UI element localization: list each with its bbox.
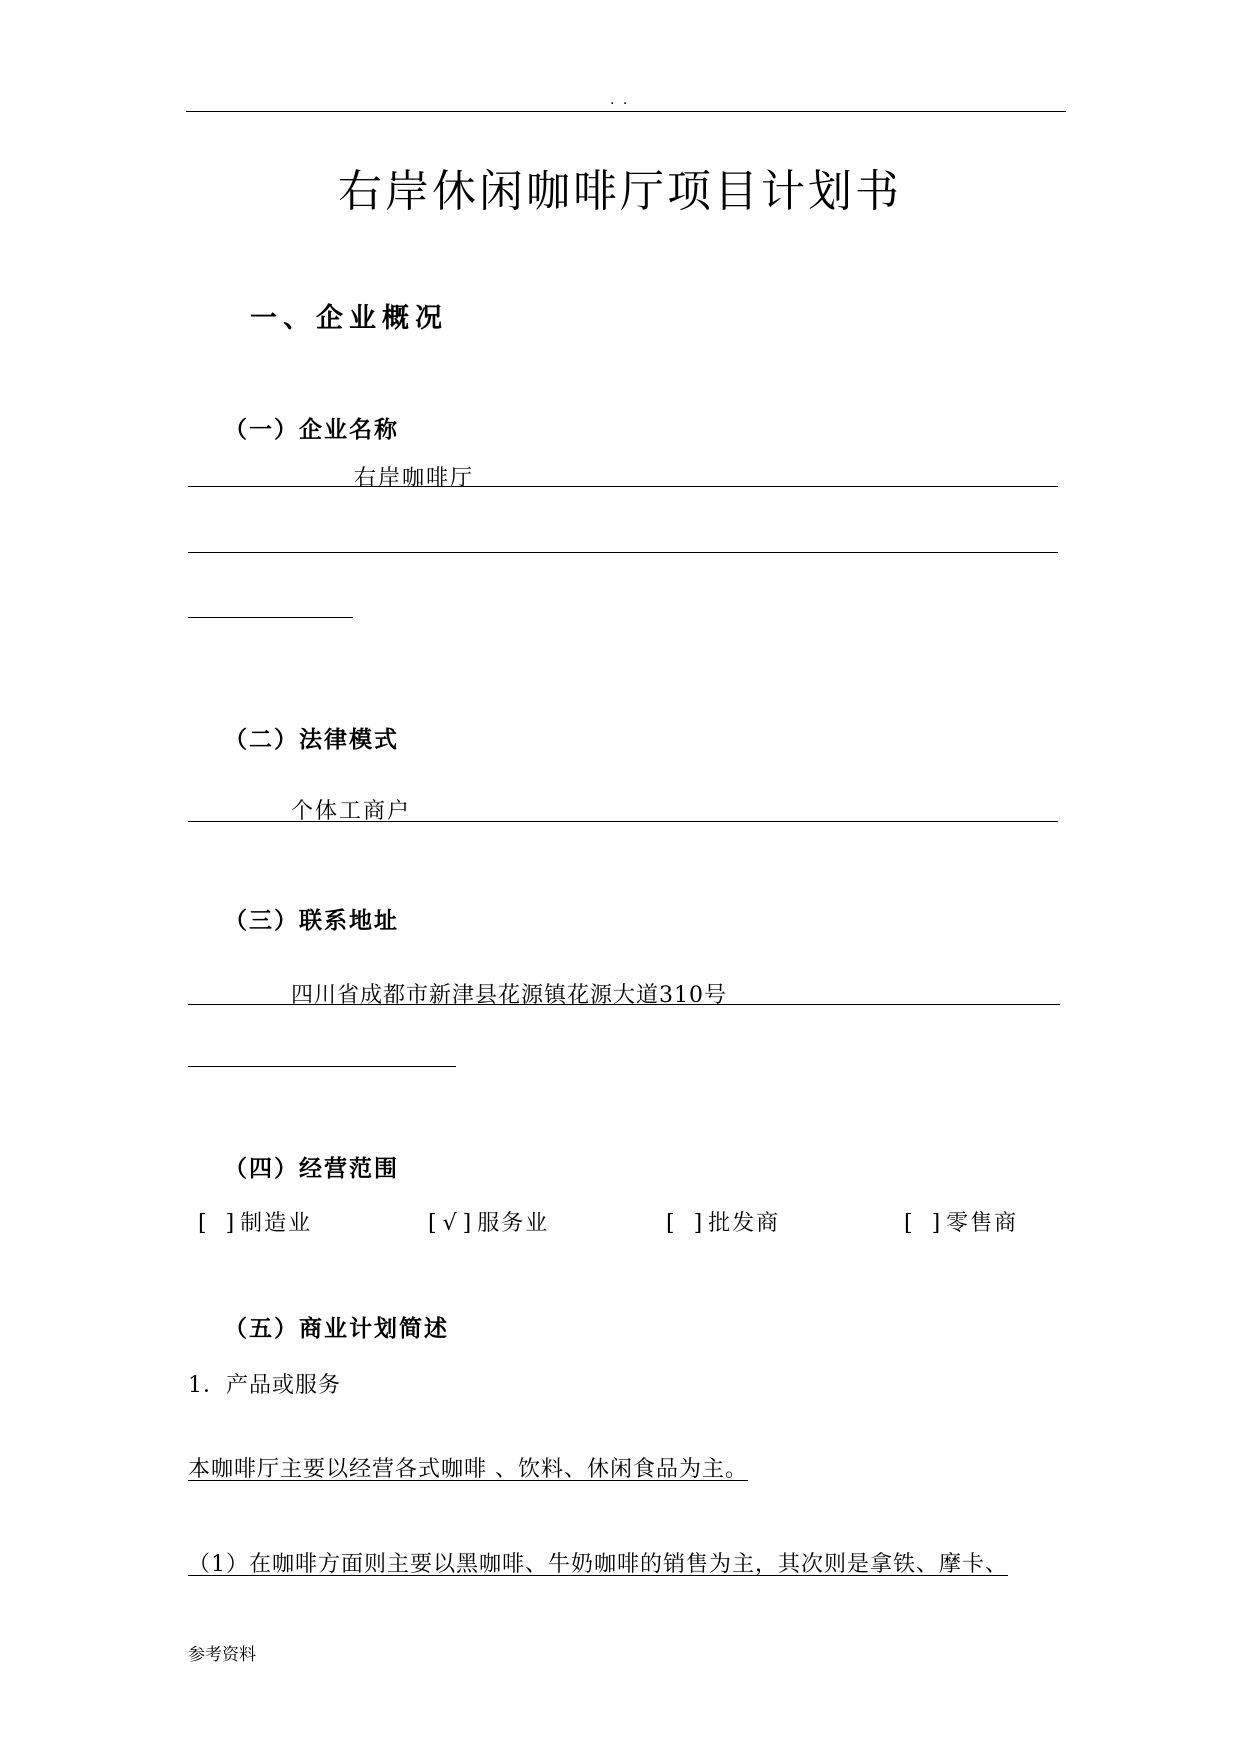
company-name-rule-2 bbox=[188, 552, 1058, 553]
subheading-business-scope: （四）经营范围 bbox=[224, 1155, 399, 1182]
header-dots: . . bbox=[610, 92, 630, 108]
scope-checkbox-service: [√] bbox=[428, 1211, 478, 1236]
subheading-address: （三）联系地址 bbox=[224, 907, 399, 934]
legal-form-value: 个体工商户 bbox=[291, 799, 412, 824]
address-rule-1 bbox=[188, 1004, 1060, 1005]
scope-option-wholesale bbox=[666, 1206, 780, 1237]
legal-form-rule bbox=[188, 821, 1058, 822]
scope-label-manufacturing: 制造业 bbox=[240, 1211, 313, 1236]
summary-paragraph-1: 本咖啡厅主要以经营各式咖啡 、饮料、休闲食品为主。 bbox=[188, 1457, 748, 1482]
address-rule-2 bbox=[188, 1066, 456, 1067]
section-heading-overview: 一、企业概况 bbox=[250, 303, 448, 334]
subheading-legal-form: （二）法律模式 bbox=[224, 726, 399, 753]
subheading-plan-summary: （五）商业计划简述 bbox=[224, 1315, 449, 1342]
scope-checkbox-retail: [ ] bbox=[904, 1211, 947, 1236]
scope-label-retail: 零售商 bbox=[946, 1211, 1019, 1236]
document-title: 右岸休闲咖啡厅项目计划书 bbox=[338, 166, 902, 217]
company-name-rule-3 bbox=[188, 617, 353, 618]
scope-label-service: 服务业 bbox=[477, 1211, 550, 1236]
address-value: 四川省成都市新津县花源镇花源大道310号 bbox=[291, 983, 727, 1008]
scope-checkbox-wholesale: [ ] bbox=[666, 1211, 709, 1236]
company-name-value: 右岸咖啡厅 bbox=[354, 466, 475, 491]
scope-option-service bbox=[428, 1206, 549, 1237]
scope-option-manufacturing bbox=[198, 1206, 312, 1237]
scope-checkbox-manufacturing: [ ] bbox=[198, 1211, 241, 1236]
header-rule bbox=[186, 111, 1066, 112]
summary-paragraph-2: （1）在咖啡方面则主要以黑咖啡、牛奶咖啡的销售为主，其次则是拿铁、摩卡、 bbox=[188, 1552, 1008, 1577]
scope-label-wholesale: 批发商 bbox=[708, 1211, 781, 1236]
scope-option-retail bbox=[904, 1206, 1018, 1237]
subheading-company-name: （一）企业名称 bbox=[224, 416, 399, 443]
company-name-rule-1 bbox=[188, 486, 1058, 487]
summary-item-products: 1．产品或服务 bbox=[188, 1373, 341, 1398]
footer-note: 参考资料 bbox=[188, 1645, 256, 1665]
